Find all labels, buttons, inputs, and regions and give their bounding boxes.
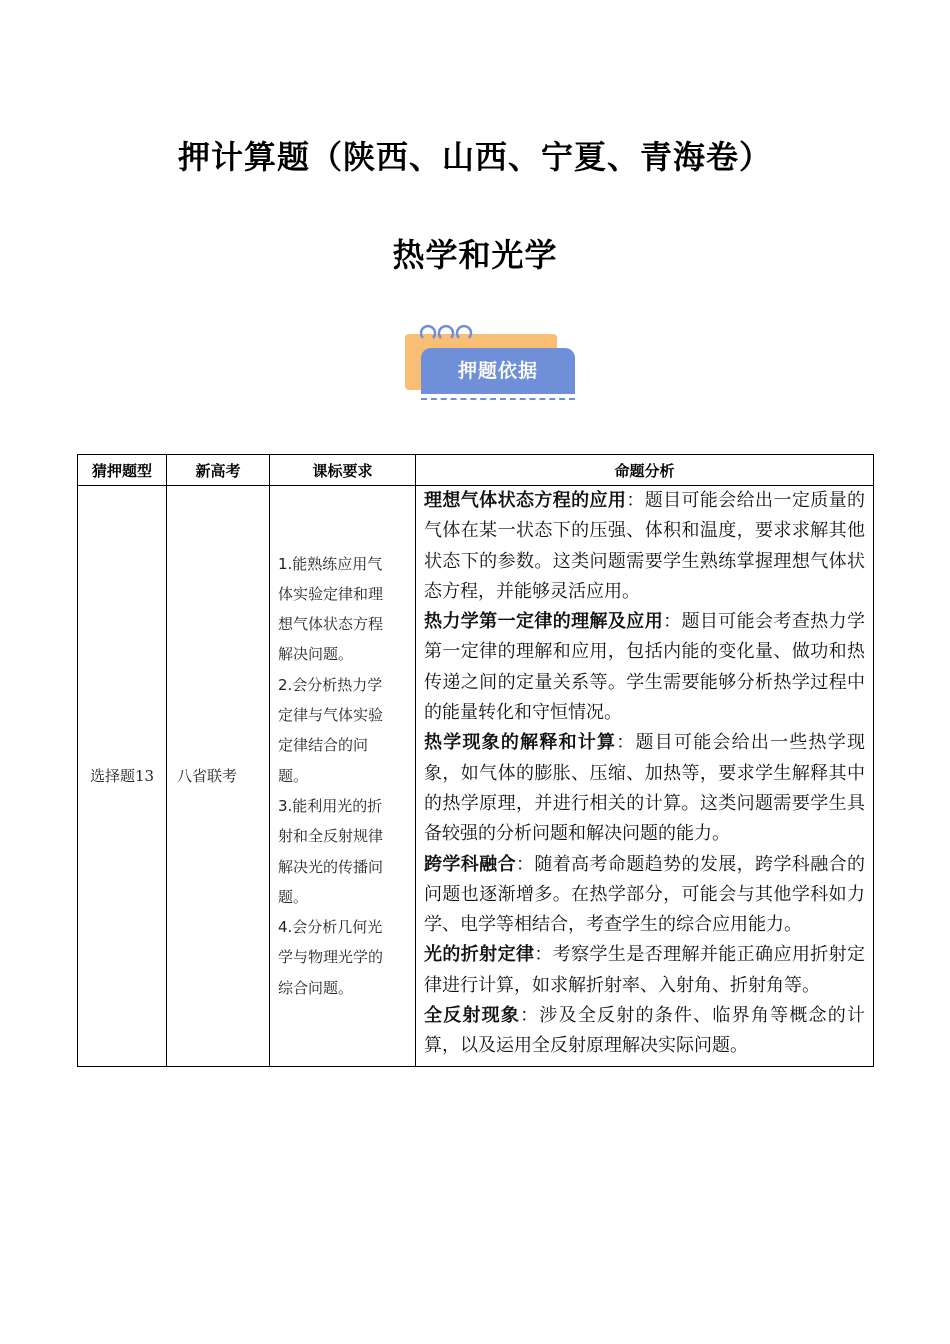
- requirement-line: 体实验定律和理: [278, 584, 384, 603]
- analysis-item-text: ：随着高考命题趋势的发展，跨学科融合的问题也逐渐增多。在热学部分，可能会与其他学科如力学、电学等相结合，考查学生的综合应用能力。: [424, 853, 866, 936]
- analysis-item-first-law: [424, 607, 865, 728]
- analysis-item-text: ：考察学生是否理解并能正确应用折射定律进行计算，如求解折射率、入射角、折射角等。: [424, 944, 866, 996]
- requirement-line: 定律与气体实验: [278, 706, 384, 725]
- analysis-item-title: 跨学科融合: [424, 853, 516, 875]
- requirement-line: 定律结合的问: [278, 736, 369, 755]
- requirement-line: 2.会分析热力学: [278, 675, 383, 694]
- header-analysis: 命题分析: [416, 455, 874, 486]
- analysis-item-refraction: [424, 940, 865, 1001]
- analysis-item-ideal-gas: [424, 486, 865, 607]
- table-row: [78, 486, 874, 1067]
- analysis-item-title: 全反射现象: [424, 1005, 521, 1027]
- analysis-item-total-reflection: [424, 1001, 865, 1062]
- analysis-table: [77, 454, 874, 1067]
- analysis-cell: [416, 486, 874, 1067]
- requirement-line: 1.能熟练应用气: [278, 554, 383, 573]
- binder-rings-icon: [417, 320, 477, 342]
- analysis-item-text: ：题目可能会给出一些热学现象，如气体的膨胀、压缩、加热等，要求学生解释其中的热学原理，并进行相关的计算。这类问题需要学生具备较强的分析问题和解决问题的能力。: [424, 732, 866, 845]
- requirement-line: 题。: [278, 766, 309, 785]
- header-question-type: 猜押题型: [78, 455, 167, 486]
- analysis-item-title: 热学现象的解释和计算: [424, 732, 617, 754]
- page-subtitle: 热学和光学: [392, 236, 558, 274]
- section-badge: [403, 320, 577, 406]
- analysis-item-interdisciplinary: [424, 850, 865, 941]
- requirement-line: 题。: [278, 887, 309, 906]
- analysis-item-title: 理想气体状态方程的应用: [424, 490, 627, 511]
- question-type-cell: 选择题13: [78, 486, 167, 1067]
- analysis-item-title: 热力学第一定律的理解及应用: [424, 611, 664, 633]
- requirement-line: 学与物理光学的: [278, 948, 384, 967]
- badge-dashed-line: [421, 398, 575, 400]
- requirement-line: 射和全反射规律: [278, 827, 384, 846]
- badge-label: 押题依据: [421, 348, 575, 394]
- requirements-cell: [270, 486, 416, 1067]
- exam-cell: 八省联考: [167, 486, 270, 1067]
- requirement-line: 解决光的传播问: [278, 857, 384, 876]
- header-new-gaokao: 新高考: [167, 455, 270, 486]
- requirement-line: 想气体状态方程: [278, 615, 384, 634]
- requirement-line: 解决问题。: [278, 645, 354, 664]
- page-title: 押计算题（陕西、山西、宁夏、青海卷）: [177, 138, 772, 176]
- header-curriculum-requirements: 课标要求: [270, 455, 416, 486]
- analysis-item-text: ：涉及全反射的条件、临界角等概念的计算，以及运用全反射原理解决实际问题。: [424, 1005, 866, 1057]
- analysis-item-thermal-phenomena: [424, 728, 865, 849]
- analysis-item-text: ：题目可能会考查热力学第一定律的理解和应用，包括内能的变化量、做功和热传递之间的定量关系等。学生需要能够分析热学过程中的能量转化和守恒情况。: [424, 611, 866, 724]
- requirement-line: 3.能利用光的折: [278, 796, 383, 815]
- analysis-item-text: ：题目可能会给出一定质量的气体在某一状态下的压强、体积和温度，要求求解其他状态下的参数。这类问题需要学生熟练掌握理想气体状态方程，并能够灵活应用。: [424, 490, 866, 602]
- requirement-line: 综合问题。: [278, 978, 354, 997]
- analysis-item-title: 光的折射定律: [424, 944, 535, 966]
- table-header-row: [78, 455, 874, 486]
- requirement-line: 4.会分析几何光: [278, 918, 383, 937]
